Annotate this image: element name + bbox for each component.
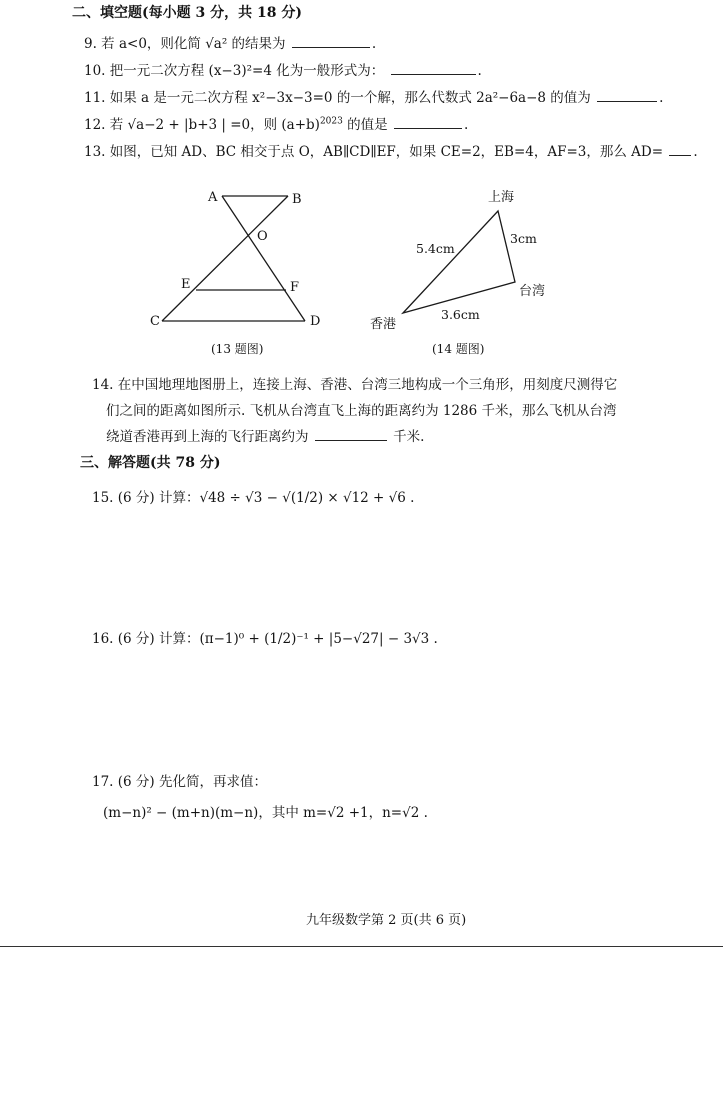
- question-17-line-1: 17. (6 分) 先化简，再求值：: [92, 774, 267, 790]
- point-label-B: B: [292, 192, 302, 207]
- question-12: 12. 若 √a−2 + |b+3 | =0，则 $(a+b)^{2023}$ 的值是 .: [84, 116, 469, 133]
- point-label-A: A: [208, 190, 218, 205]
- point-label-C: C: [150, 314, 160, 329]
- figure-13: [162, 196, 305, 321]
- segment-BC: [162, 196, 288, 321]
- question-14-line-2: 们之间的距离如图所示. 飞机从台湾直飞上海的距离约为 1286 千米，那么飞机从台湾: [106, 403, 617, 419]
- answer-blank-14[interactable]: [315, 439, 387, 441]
- question-11: 11. 如果 a 是一元二次方程 x²−3x−3=0 的一个解，那么代数式 2a²−6a−8 的值为 .: [84, 90, 664, 106]
- question-9-text: 9. 若 a<0，则化简 √a² 的结果为: [84, 36, 286, 52]
- question-12-exponent: 2023: [319, 116, 343, 127]
- distance-label-sh-tw: 3cm: [510, 231, 537, 246]
- point-label-F: F: [290, 280, 300, 295]
- question-10-text: 10. 把一元二次方程 (x−3)²=4 化为一般形式为：: [84, 63, 385, 79]
- section-3-title: 三、解答题(共 78 分): [80, 455, 221, 471]
- distance-label-hk-tw: 3.6cm: [441, 307, 480, 322]
- city-label-hongkong: 香港: [370, 317, 397, 332]
- point-label-E: E: [181, 277, 191, 292]
- point-label-D: D: [310, 314, 321, 329]
- section-2-title: 二、填空题(每小题 3 分，共 18 分): [72, 5, 302, 21]
- question-9: 9. 若 a<0，则化简 √a² 的结果为 .: [84, 36, 377, 52]
- question-16: 16. (6 分) 计算：(π−1)⁰ + (1/2)⁻¹ + |5−√27| − 3√3 .: [92, 631, 438, 647]
- question-13: 13. 如图，已知 AD、BC 相交于点 O，AB∥CD∥EF，如果 CE=2，EB=4，AF=3，那么 AD= .: [84, 144, 698, 160]
- segment-AD: [222, 196, 305, 321]
- question-17-line-2: (m−n)² − (m+n)(m−n)，其中 m=√2 +1，n=√2 .: [103, 805, 428, 821]
- point-label-O: O: [257, 229, 268, 244]
- question-14-line-3-text: 绕道香港再到上海的飞行距离约为: [106, 429, 309, 445]
- triangle-hk-sh-tw: [403, 211, 515, 313]
- question-14-line-1: 14. 在中国地理地图册上，连接上海、香港、台湾三地构成一个三角形，用刻度尺测得它: [92, 377, 618, 393]
- question-14-line-3-unit: 千米.: [393, 429, 425, 445]
- page-bottom-rule: [0, 946, 723, 947]
- page-footer: 九年级数学第 2 页(共 6 页): [306, 913, 467, 928]
- figure-14-caption: (14 题图): [432, 342, 485, 356]
- city-label-taiwan: 台湾: [519, 284, 546, 299]
- question-13-text: 13. 如图，已知 AD、BC 相交于点 O，AB∥CD∥EF，如果 CE=2，EB=4，AF=3，那么 AD=: [84, 144, 664, 160]
- question-12-text-tail: 的值是: [342, 117, 388, 133]
- question-14-line-3: [106, 425, 424, 445]
- question-10: 10. 把一元二次方程 (x−3)²=4 化为一般形式为： .: [84, 63, 482, 79]
- city-label-shanghai: 上海: [488, 190, 515, 205]
- question-12-text: 12. 若 √a−2 + |b+3 | =0，则 (a+b): [84, 117, 320, 133]
- figure-14: [403, 211, 515, 313]
- question-15: 15. (6 分) 计算：√48 ÷ √3 − √(1/2) × √12 + √6 .: [92, 490, 415, 506]
- distance-label-hk-sh: 5.4cm: [416, 241, 455, 256]
- question-11-text: 11. 如果 a 是一元二次方程 x²−3x−3=0 的一个解，那么代数式 2a²−6a−8 的值为: [84, 90, 591, 106]
- figure-13-caption: (13 题图): [211, 342, 264, 356]
